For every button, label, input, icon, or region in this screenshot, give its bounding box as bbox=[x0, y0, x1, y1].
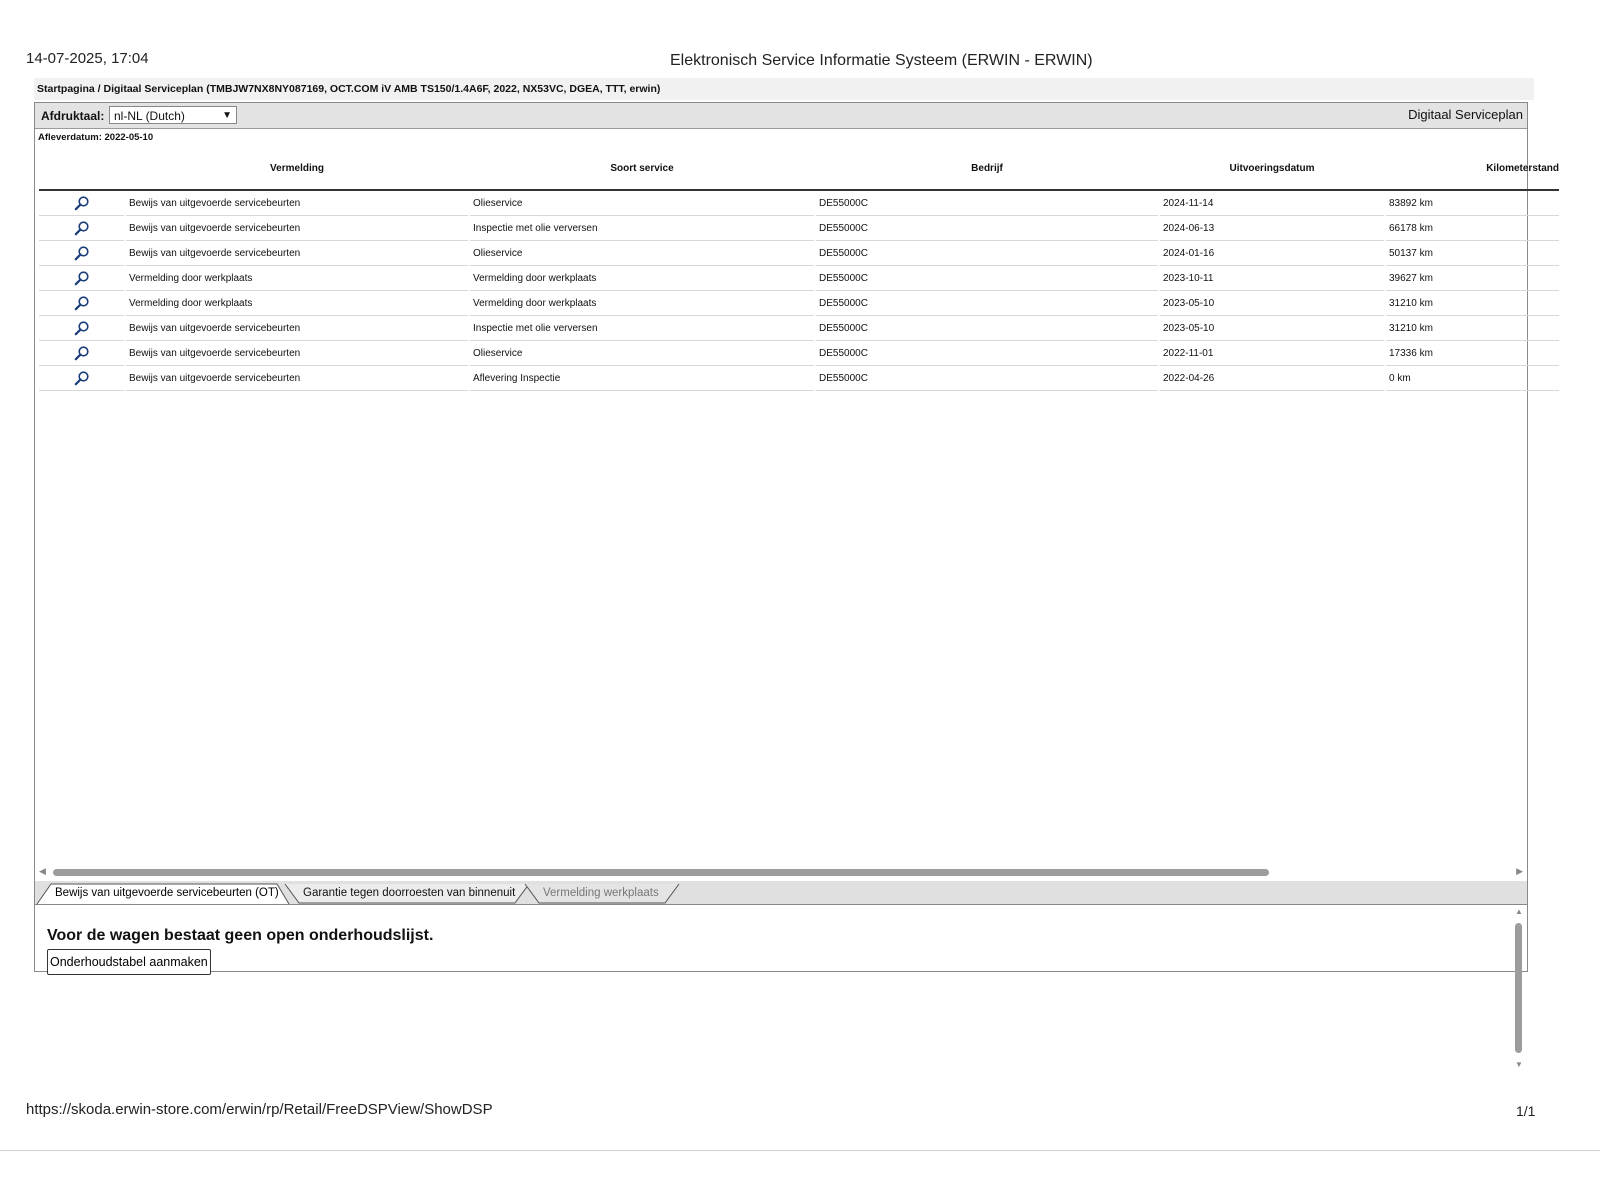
table-row[interactable] bbox=[39, 190, 1559, 216]
cell-vermelding: Bewijs van uitgevoerde servicebeurten bbox=[125, 216, 469, 241]
header-soort-service[interactable]: Soort service bbox=[469, 147, 815, 190]
tab-label: Garantie tegen doorroesten van binnenuit bbox=[303, 887, 516, 899]
tab-bewijs[interactable] bbox=[37, 883, 289, 904]
language-select-value: nl-NL (Dutch) bbox=[114, 109, 185, 123]
cell-soort-service: Vermelding door werkplaats bbox=[469, 266, 815, 291]
table-row[interactable] bbox=[39, 341, 1559, 366]
magnifier-icon[interactable] bbox=[74, 248, 90, 259]
cell-vermelding: Bewijs van uitgevoerde servicebeurten bbox=[125, 190, 469, 216]
tab-garantie[interactable] bbox=[285, 883, 529, 904]
table-row[interactable] bbox=[39, 316, 1559, 341]
magnifier-icon[interactable] bbox=[74, 298, 90, 309]
service-plan-frame bbox=[34, 102, 1559, 1069]
table-row[interactable] bbox=[39, 366, 1559, 391]
cell-bedrijf: DE55000C bbox=[815, 291, 1159, 316]
cell-vermelding: Vermelding door werkplaats bbox=[125, 291, 469, 316]
panel-title: Digitaal Serviceplan bbox=[1408, 107, 1523, 122]
cell-soort-service: Vermelding door werkplaats bbox=[469, 291, 815, 316]
scroll-right-icon[interactable]: ▶ bbox=[1516, 866, 1523, 876]
row-detail-cell[interactable] bbox=[39, 266, 125, 291]
delivery-date bbox=[38, 132, 153, 143]
cell-bedrijf: DE55000C bbox=[815, 266, 1159, 291]
cell-bedrijf: DE55000C bbox=[815, 216, 1159, 241]
scroll-down-icon[interactable]: ▼ bbox=[1515, 1060, 1523, 1069]
cell-soort-service: Inspectie met olie verversen bbox=[469, 216, 815, 241]
cell-bedrijf: DE55000C bbox=[815, 366, 1159, 391]
row-detail-cell[interactable] bbox=[39, 291, 125, 316]
cell-uitvoeringsdatum: 2023-05-10 bbox=[1159, 316, 1385, 341]
cell-uitvoeringsdatum: 2024-01-16 bbox=[1159, 241, 1385, 266]
cell-vermelding: Vermelding door werkplaats bbox=[125, 266, 469, 291]
cell-kilometerstand: 17336 km bbox=[1385, 341, 1559, 366]
language-label: Afdruktaal: bbox=[41, 109, 105, 123]
row-detail-cell[interactable] bbox=[39, 316, 125, 341]
tab-label: Bewijs van uitgevoerde servicebeurten (OT) bbox=[55, 887, 279, 899]
cell-uitvoeringsdatum: 2024-06-13 bbox=[1159, 216, 1385, 241]
service-table-wrap bbox=[39, 147, 1559, 867]
cell-kilometerstand: 31210 km bbox=[1385, 291, 1559, 316]
cell-uitvoeringsdatum: 2022-11-01 bbox=[1159, 341, 1385, 366]
print-page-number: 1/1 bbox=[1516, 1103, 1536, 1119]
magnifier-icon[interactable] bbox=[74, 323, 90, 334]
header-bedrijf[interactable]: Bedrijf bbox=[815, 147, 1159, 190]
cell-soort-service: Olieservice bbox=[469, 341, 815, 366]
print-timestamp: 14-07-2025, 17:04 bbox=[26, 50, 149, 67]
scroll-left-icon[interactable]: ◀ bbox=[39, 866, 46, 876]
cell-kilometerstand: 0 km bbox=[1385, 366, 1559, 391]
magnifier-icon[interactable] bbox=[74, 348, 90, 359]
cell-bedrijf: DE55000C bbox=[815, 316, 1159, 341]
maintenance-panel bbox=[35, 905, 1527, 1071]
cell-kilometerstand: 66178 km bbox=[1385, 216, 1559, 241]
no-maintenance-message: Voor de wagen bestaat geen open onderhoudslijst. bbox=[47, 927, 434, 944]
cell-soort-service: Olieservice bbox=[469, 190, 815, 216]
tab-label: Vermelding werkplaats bbox=[543, 887, 659, 899]
chevron-down-icon: ▼ bbox=[222, 110, 232, 121]
cell-bedrijf: DE55000C bbox=[815, 190, 1159, 216]
row-detail-cell[interactable] bbox=[39, 366, 125, 391]
row-detail-cell[interactable] bbox=[39, 190, 125, 216]
cell-bedrijf: DE55000C bbox=[815, 241, 1159, 266]
magnifier-icon[interactable] bbox=[74, 198, 90, 209]
header-vermelding[interactable]: Vermelding bbox=[125, 147, 469, 190]
cell-kilometerstand: 31210 km bbox=[1385, 316, 1559, 341]
vertical-scrollbar[interactable] bbox=[1513, 905, 1525, 1071]
table-row[interactable] bbox=[39, 291, 1559, 316]
create-maintenance-table-button[interactable]: Onderhoudstabel aanmaken bbox=[47, 949, 211, 975]
service-table bbox=[39, 147, 1559, 391]
tab-bar bbox=[35, 881, 1527, 905]
language-select[interactable] bbox=[109, 106, 237, 124]
magnifier-icon[interactable] bbox=[74, 373, 90, 384]
table-body bbox=[39, 190, 1559, 391]
cell-vermelding: Bewijs van uitgevoerde servicebeurten bbox=[125, 341, 469, 366]
scroll-up-icon[interactable]: ▲ bbox=[1515, 907, 1523, 916]
cell-kilometerstand: 39627 km bbox=[1385, 266, 1559, 291]
header-kilometerstand[interactable]: Kilometerstand bbox=[1385, 147, 1559, 190]
page-divider bbox=[0, 1150, 1600, 1151]
horizontal-scrollbar[interactable] bbox=[39, 866, 1525, 878]
header-uitvoeringsdatum[interactable]: Uitvoeringsdatum bbox=[1159, 147, 1385, 190]
magnifier-icon[interactable] bbox=[74, 273, 90, 284]
row-detail-cell[interactable] bbox=[39, 241, 125, 266]
cell-bedrijf: DE55000C bbox=[815, 341, 1159, 366]
breadcrumb[interactable]: Startpagina / Digitaal Serviceplan (TMBJW7NX8NY087169, OCT.COM iV AMB TS150/1.4A6F, 2022, NX53VC, DGEA, TTT, erwin) bbox=[34, 78, 1534, 100]
cell-uitvoeringsdatum: 2023-05-10 bbox=[1159, 291, 1385, 316]
magnifier-icon[interactable] bbox=[74, 223, 90, 234]
cell-vermelding: Bewijs van uitgevoerde servicebeurten bbox=[125, 366, 469, 391]
toolbar bbox=[35, 103, 1527, 129]
header-icon-col bbox=[39, 147, 125, 190]
table-row[interactable] bbox=[39, 266, 1559, 291]
tab-vermelding-werkplaats[interactable] bbox=[525, 883, 679, 904]
vertical-scroll-thumb[interactable] bbox=[1515, 923, 1522, 1053]
cell-kilometerstand: 83892 km bbox=[1385, 190, 1559, 216]
table-header-row bbox=[39, 147, 1559, 190]
cell-vermelding: Bewijs van uitgevoerde servicebeurten bbox=[125, 241, 469, 266]
cell-soort-service: Aflevering Inspectie bbox=[469, 366, 815, 391]
table-row[interactable] bbox=[39, 241, 1559, 266]
print-title: Elektronisch Service Informatie Systeem (ERWIN - ERWIN) bbox=[670, 52, 1093, 69]
cell-soort-service: Inspectie met olie verversen bbox=[469, 316, 815, 341]
row-detail-cell[interactable] bbox=[39, 216, 125, 241]
cell-kilometerstand: 50137 km bbox=[1385, 241, 1559, 266]
delivery-date-label: Afleverdatum: bbox=[38, 132, 102, 143]
cell-soort-service: Olieservice bbox=[469, 241, 815, 266]
cell-uitvoeringsdatum: 2024-11-14 bbox=[1159, 190, 1385, 216]
horizontal-scroll-thumb[interactable] bbox=[53, 869, 1269, 876]
delivery-date-value: 2022-05-10 bbox=[104, 132, 154, 143]
row-detail-cell[interactable] bbox=[39, 341, 125, 366]
table-row[interactable] bbox=[39, 216, 1559, 241]
cell-uitvoeringsdatum: 2023-10-11 bbox=[1159, 266, 1385, 291]
cell-vermelding: Bewijs van uitgevoerde servicebeurten bbox=[125, 316, 469, 341]
cell-uitvoeringsdatum: 2022-04-26 bbox=[1159, 366, 1385, 391]
print-url: https://skoda.erwin-store.com/erwin/rp/Retail/FreeDSPView/ShowDSP bbox=[26, 1101, 493, 1118]
